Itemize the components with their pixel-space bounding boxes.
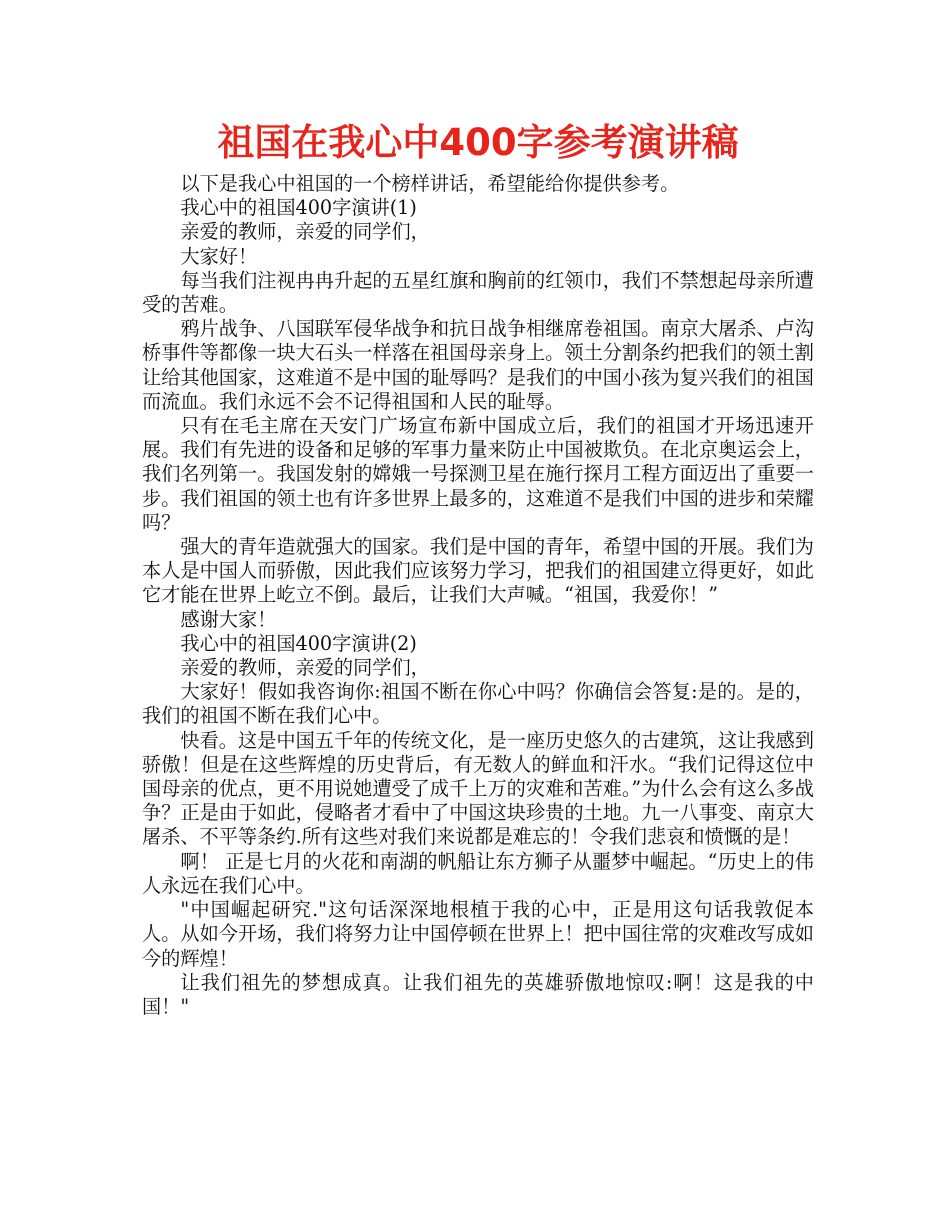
- paragraph: 大家好！假如我咨询你:祖国不断在你心中吗？你确信会答复:是的。是的，我们的祖国不断在我们心中。: [142, 680, 814, 728]
- paragraph: 鸦片战争、八国联军侵华战争和抗日战争相继席卷祖国。南京大屠杀、卢沟桥事件等都像一块大石头一样落在祖国母亲身上。领土分割条约把我们的领土割让给其他国家，这难道不是中国的耻辱吗？是我们的中国小孩为复兴我们的祖国而流血。我们永远不会不记得祖国和人民的耻辱。: [142, 317, 814, 413]
- paragraph: 亲爱的教师，亲爱的同学们，: [180, 656, 430, 680]
- document-title: 祖国在我心中400字参考演讲稿: [217, 121, 739, 164]
- paragraph: 大家好！: [180, 244, 258, 268]
- paragraph: 感谢大家！: [180, 607, 277, 631]
- section-heading: 我心中的祖国400字演讲(1): [180, 196, 417, 220]
- paragraph: 只有在毛主席在天安门广场宣布新中国成立后，我们的祖国才开场迅速开展。我们有先进的设备和足够的军事力量来防止中国被欺负。在北京奥运会上，我们名列第一。我国发射的嫦娥一号探测卫星在施行探月工程方面迈出了重要一步。我们祖国的领土也有许多世界上最多的，这难道不是我们中国的进步和荣耀吗？: [142, 414, 814, 534]
- section-heading: 我心中的祖国400字演讲(2): [180, 631, 417, 655]
- document-body: [142, 172, 814, 1019]
- paragraph: 让我们祖先的梦想成真。让我们祖先的英雄骄傲地惊叹:啊！这是我的中国！": [142, 970, 814, 1018]
- paragraph: "中国崛起研究."这句话深深地根植于我的心中，正是用这句话我敦促本人。从如今开场，我们将努力让中国停顿在世界上！把中国往常的灾难改写成如今的辉煌！: [142, 898, 814, 970]
- paragraph: 亲爱的教师，亲爱的同学们，: [180, 220, 430, 244]
- paragraph: 啊！ 正是七月的火花和南湖的帆船让东方狮子从噩梦中崛起。“历史上的伟人永远在我们心中。: [142, 849, 814, 897]
- document-page: [142, 118, 814, 1019]
- paragraph: 以下是我心中祖国的一个榜样讲话，希望能给你提供参考。: [180, 172, 680, 195]
- paragraph: 每当我们注视冉冉升起的五星红旗和胸前的红领巾，我们不禁想起母亲所遭受的苦难。: [142, 268, 814, 317]
- paragraph: 快看。这是中国五千年的传统文化，是一座历史悠久的古建筑，这让我感到骄傲！但是在这些辉煌的历史背后，有无数人的鲜血和汗水。“我们记得这位中国母亲的优点，更不用说她遭受了成千上万的灾难和苦难。”为什么会有这么多战争？正是由于如此，侵略者才看中了中国这块珍贵的土地。九一八事变、南京大屠杀、不平等条约.所有这些对我们来说都是难忘的！令我们悲哀和愤慨的是！: [142, 728, 814, 849]
- paragraph: 强大的青年造就强大的国家。我们是中国的青年，希望中国的开展。我们为本人是中国人而骄傲，因此我们应该努力学习，把我们的祖国建立得更好，如此它才能在世界上屹立不倒。最后，让我们大声喊。“祖国，我爱你！”: [142, 535, 814, 607]
